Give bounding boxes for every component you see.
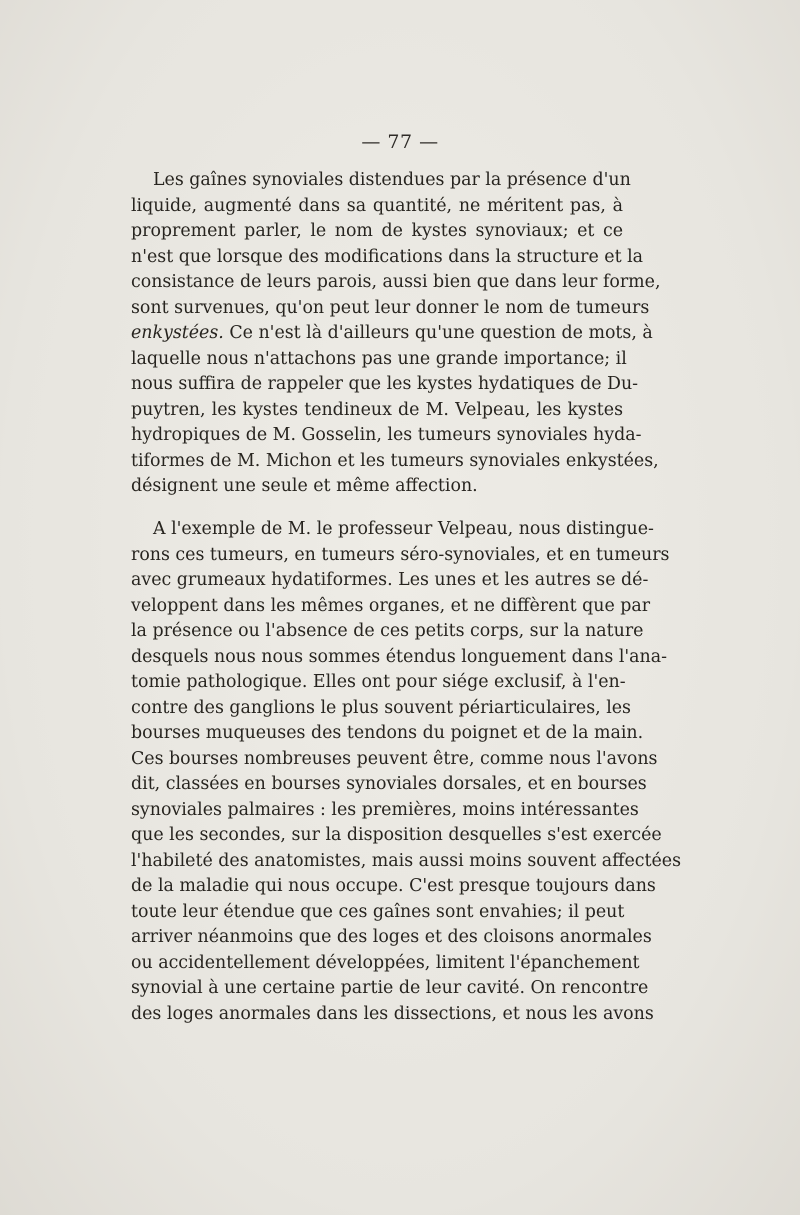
text-line: tiformes de M. Michon et les tumeurs synoviales enkystées, bbox=[131, 450, 659, 471]
text-line: bourses muqueuses des tendons du poignet et de la main. bbox=[131, 723, 644, 743]
text-line: tomie pathologique. Elles ont pour siége exclusif, à l'en- bbox=[131, 672, 626, 692]
text-line: synovial à une certaine partie de leur cavité. On rencontre bbox=[131, 978, 649, 998]
text-line: désignent une seule et même affection. bbox=[131, 476, 478, 496]
text-line: nous suffira de rappeler que les kystes hydatiques de Du- bbox=[131, 374, 639, 394]
text-line: liquide, augmenté dans sa quantité, ne méritent pas, à bbox=[131, 195, 623, 216]
text-line: hydropiques de M. Gosselin, les tumeurs synoviales hyda- bbox=[131, 425, 642, 445]
text-line-rest: Ce n'est là d'ailleurs qu'une question de mots, à bbox=[223, 323, 653, 343]
text-line: Ces bourses nombreuses peuvent être, comme nous l'avons bbox=[131, 748, 658, 769]
text-line: avec grumeaux hydatiformes. Les unes et les autres se dé- bbox=[131, 570, 649, 590]
page-number: — 77 — bbox=[361, 131, 439, 153]
italic-term: enkystées. bbox=[131, 323, 224, 343]
text-line: veloppent dans les mêmes organes, et ne diffèrent que par bbox=[131, 595, 651, 616]
text-line: rons ces tumeurs, en tumeurs séro-synoviales, et en tumeurs bbox=[131, 544, 670, 565]
paragraph-1 bbox=[131, 168, 661, 500]
text-line: desquels nous nous sommes étendus longuement dans l'ana- bbox=[131, 646, 667, 667]
text-line: que les secondes, sur la disposition desquelles s'est exercée bbox=[131, 825, 662, 845]
text-line: n'est que lorsque des modifications dans la structure et la bbox=[131, 246, 644, 267]
text-line: toute leur étendue que ces gaînes sont envahies; il peut bbox=[131, 901, 625, 922]
paragraph-2 bbox=[131, 517, 682, 1027]
text-line: synoviales palmaires : les premières, moins intéressantes bbox=[131, 799, 639, 820]
text-line: consistance de leurs parois, aussi bien que dans leur forme, bbox=[131, 272, 661, 292]
text-line: proprement parler, le nom de kystes synoviaux; et ce bbox=[131, 221, 623, 241]
text-line: l'habileté des anatomistes, mais aussi moins souvent affectées bbox=[131, 850, 682, 871]
text-line-mixed bbox=[131, 321, 653, 347]
text-line: dit, classées en bourses synoviales dorsales, et en bourses bbox=[131, 774, 647, 794]
text-line: A l'exemple de M. le professeur Velpeau, nous distingue- bbox=[153, 519, 654, 539]
text-line: Les gaînes synoviales distendues par la présence d'un bbox=[153, 170, 631, 190]
text-line: ou accidentellement développées, limitent l'épanchement bbox=[131, 952, 640, 973]
text-line: laquelle nous n'attachons pas une grande importance; il bbox=[131, 348, 627, 369]
text-line: la présence ou l'absence de ces petits corps, sur la nature bbox=[131, 621, 644, 641]
text-line: sont survenues, qu'on peut leur donner le nom de tumeurs bbox=[131, 297, 650, 318]
text-line: de la maladie qui nous occupe. C'est presque toujours dans bbox=[131, 876, 656, 896]
text-line: contre des ganglions le plus souvent périarticulaires, les bbox=[131, 697, 631, 718]
text-line: des loges anormales dans les dissections, et nous les avons bbox=[131, 1003, 654, 1024]
text-line: arriver néanmoins que des loges et des cloisons anormales bbox=[131, 927, 652, 947]
text-line: puytren, les kystes tendineux de M. Velpeau, les kystes bbox=[131, 399, 623, 420]
